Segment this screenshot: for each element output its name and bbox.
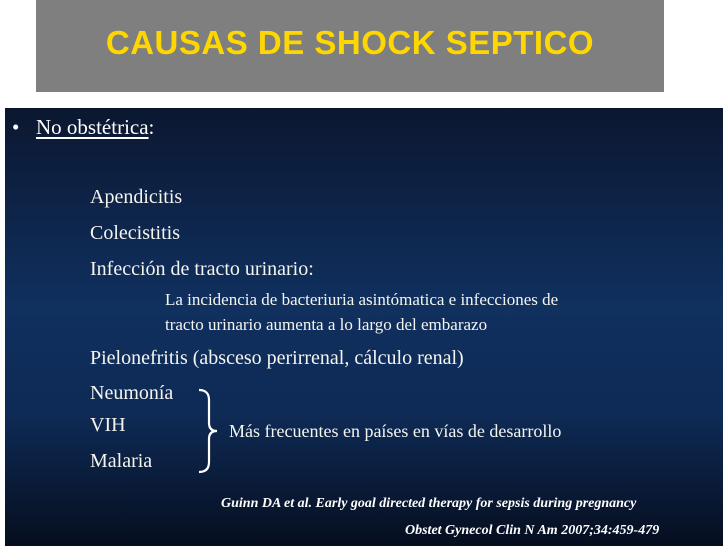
brace-annotation: Más frecuentes en países en vías de desarrollo bbox=[229, 421, 562, 441]
citation-line-1: Guinn DA et al. Early goal directed therapy for sepsis during pregnancy bbox=[221, 496, 637, 511]
bullet-label: No obstétrica bbox=[36, 115, 149, 139]
bullet-symbol: • bbox=[12, 115, 20, 139]
curly-brace-icon bbox=[195, 388, 221, 474]
list-item-pielonefritis: Pielonefritis (absceso perirrenal, cálculo renal) bbox=[90, 347, 464, 369]
note-line-2: tracto urinario aumenta a lo largo del embarazo bbox=[165, 315, 488, 334]
title-bar bbox=[36, 0, 664, 92]
citation-line-2: Obstet Gynecol Clin N Am 2007;34:459-479 bbox=[405, 523, 660, 538]
note-line-1: La incidencia de bacteriuria asintómatica e infecciones de bbox=[165, 290, 559, 309]
list-item-infeccion-urinaria: Infección de tracto urinario: bbox=[90, 258, 314, 280]
list-item-colecistitis: Colecistitis bbox=[90, 222, 180, 244]
bullet-heading bbox=[12, 115, 154, 140]
list-item-neumonia: Neumonía bbox=[90, 382, 174, 404]
bullet-suffix: : bbox=[148, 115, 155, 139]
list-item-vih: VIH bbox=[90, 414, 126, 436]
list-item-apendicitis: Apendicitis bbox=[90, 186, 183, 208]
list-item-malaria: Malaria bbox=[90, 450, 153, 472]
slide-title: CAUSAS DE SHOCK SEPTICO bbox=[105, 24, 595, 61]
content-panel bbox=[5, 108, 723, 546]
